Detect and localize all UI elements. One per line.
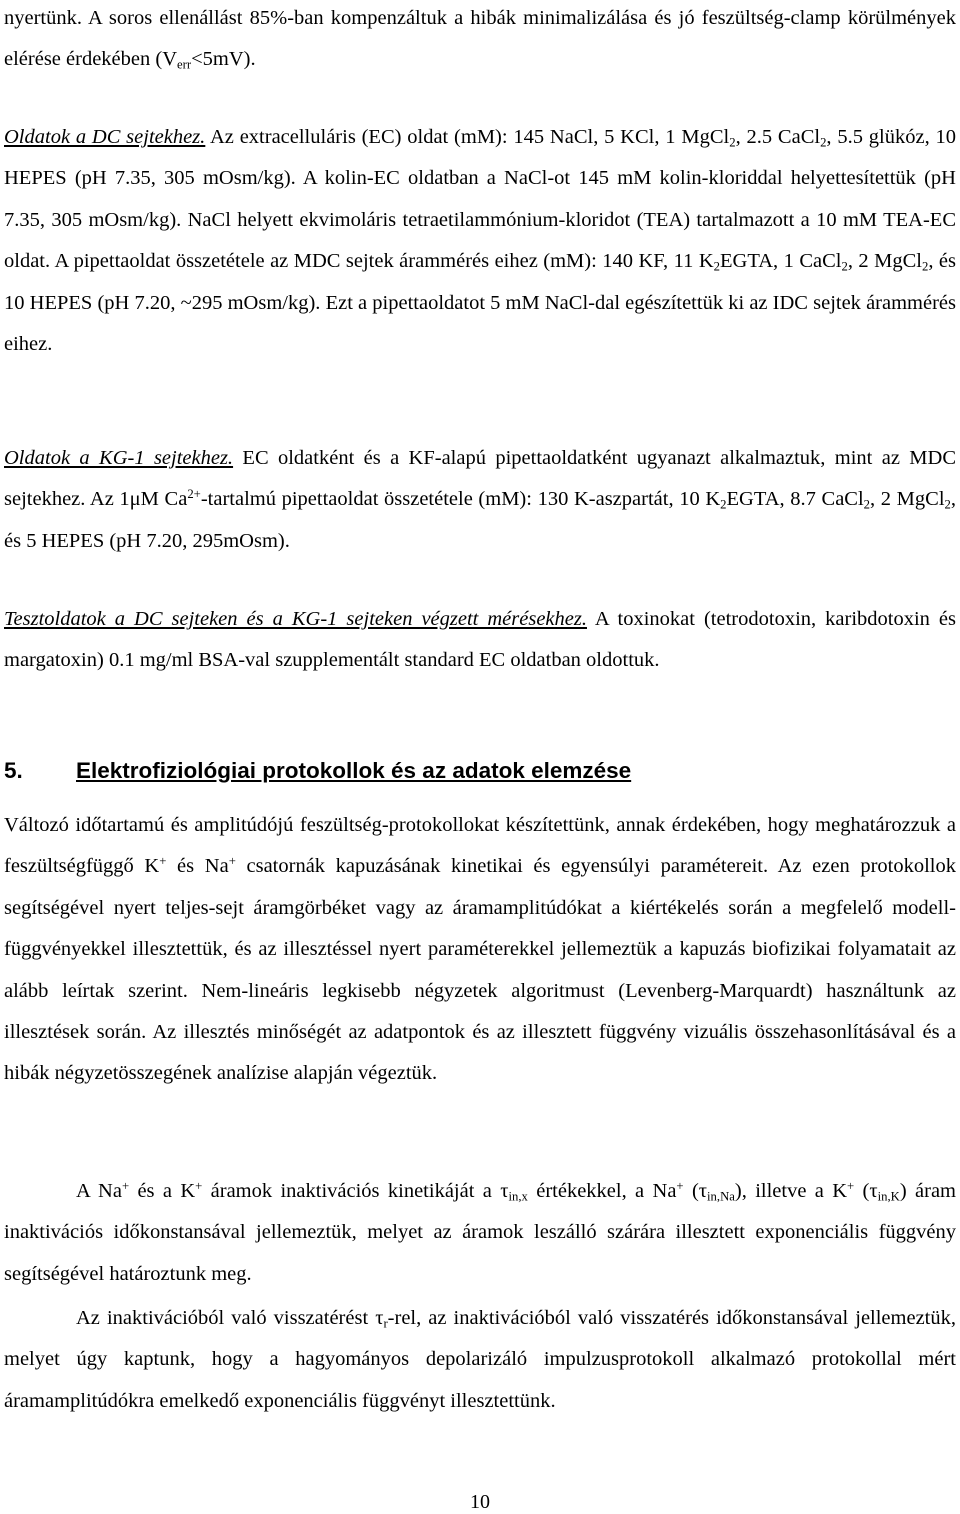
paragraph-inactivation: A Na+ és a K+ áramok inaktivációs kinetikáját a $\tau_{in,x}$ értékekkel, a Na+ $(\tau_{in,Na})$, illetve a K+ $(\tau_{in,K})$ áram inaktivációs időkonstansával jellemeztük, melyet az áramok leszálló szárára illesztett exponenciális függvény segítségével határoztunk meg. <box>4 1179 957 1285</box>
section-lead: Oldatok a DC sejtekhez. <box>4 126 206 148</box>
paragraph-recovery: Az inaktivációból való visszatérést $\tau_r$-rel, az inaktivációból való visszatérés időkonstansával jellemeztük, melyet úgy kaptunk, hogy a hagyományos depolarizáló impulzusprotokoll alkalmazó protokollal mért áramamplitúdókra emelkedő exponenciális függvényt illesztettünk. <box>4 1307 956 1412</box>
paragraph-kg1-solutions: Oldatok a KG-1 sejtekhez. EC oldatként és a KF-alapú pipettaoldatként ugyanazt alkalmaztuk, mint az MDC sejtekhez. Az 1μM $Ca^{2+}$-tartalmú pipettaoldat összetétele (mM): 130 K-aszpartát, 10 $K_2EGTA$, 8.7 CaCl$_2$, 2 MgCl$_2$, és 5 HEPES (pH 7.20, 295mOsm). <box>4 447 957 552</box>
paragraph-test-solutions: Tesztoldatok a DC sejteken és a KG-1 sejteken végzett mérésekhez. A toxinokat (tetrodotoxin, karibdotoxin és margatoxin) 0.1 mg/ml BSA-val szupplementált standard EC oldatban oldottuk. <box>4 608 956 672</box>
section-title: Elektrofiziológiai protokollok és az adatok elemzése <box>76 758 632 783</box>
page-number: 10 <box>470 1491 490 1513</box>
section-heading <box>4 756 956 786</box>
section-number: 5. <box>4 758 23 783</box>
section-lead: Oldatok a KG-1 sejtekhez. <box>4 447 234 469</box>
paragraph-protocols: Változó időtartamú és amplitúdójú feszültség-protokollokat készítettünk, annak érdekében, hogy meghatározzuk a feszültségfüggő K+ és Na+ csatornák kapuzásának kinetikai és egyensúlyi paramétereit. Az ezen protokollok segítségével nyert teljes-sejt áramgörbéket vagy az áramamplitúdókat a kiértékelés során a megfelelő modell-függvényekkel illesztettük, és az illesztéssel nyert paraméterekkel jellemeztük a kapuzás biofizikai folyamatait az alább leírtak szerint. Nem-lineáris legkisebb négyzetek algoritmust (Levenberg-Marquardt) használtunk az illesztések során. Az illesztés minőségét az adatpontok és az illesztett függvény vizuális összehasonlításával és a hibák négyzetösszegének analízise alapján végeztük. <box>4 814 957 1085</box>
paragraph-dc-solutions: Oldatok a DC sejtekhez. Az extracelluláris (EC) oldat (mM): 145 NaCl, 5 KCl, 1 MgCl$_2$, 2.5 CaCl$_2$, 5.5 glükóz, 10 HEPES (pH 7.35, 305 mOsm/kg). A kolin-EC oldatban a NaCl-ot 145 mM kolin-kloriddal helyettesítettük (pH 7.35, 305 mOsm/kg). NaCl helyett ekvimoláris tetraetilammónium-kloridot (TEA) tartalmazott a 10 mM TEA-EC oldat. A pipettaoldat összetétele az MDC sejtek árammérés eihez (mM): 140 KF, 11 $K_2EGTA$, 1 CaCl$_2$, 2 MgCl$_2$, és 10 HEPES (pH 7.20, ~295 mOsm/kg). Ezt a pipettaoldatot 5 mM NaCl-dal egészítettük ki az IDC sejtek árammérés eihez. <box>4 126 957 356</box>
paragraph-continuation: nyertünk. A soros ellenállást 85%-ban kompenzáltuk a hibák minimalizálása és jó feszültség-clamp körülmények elérése érdekében $(V_{err}<5mV)$. <box>4 7 956 72</box>
section-lead: Tesztoldatok a DC sejteken és a KG-1 sejteken végzett mérésekhez. <box>4 608 587 630</box>
